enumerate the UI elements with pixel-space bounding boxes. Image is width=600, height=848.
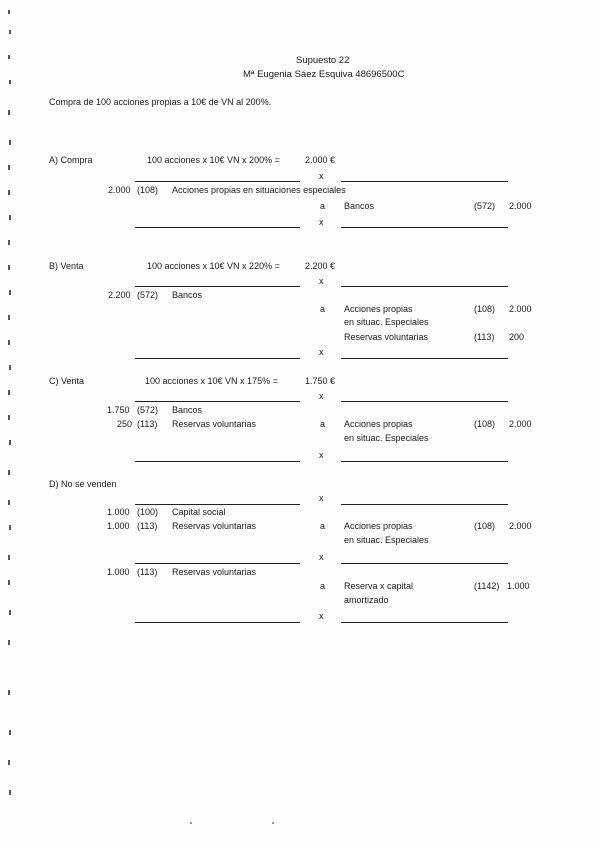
intro-statement: Compra de 100 acciones propias a 10€ de VN al 200%. <box>49 97 272 107</box>
entry-x-mark: x <box>319 171 324 181</box>
entry-x-mark: x <box>319 347 324 357</box>
a-connector: a <box>320 419 326 429</box>
section-b-total: 2.200 € <box>305 261 336 271</box>
a-connector: a <box>320 581 326 591</box>
credit-account: Bancos <box>344 201 375 211</box>
entry-x-mark: x <box>319 217 324 227</box>
debit-code: (572) <box>137 405 159 415</box>
section-c-calc: 100 acciones x 10€ VN x 175% = <box>145 376 278 386</box>
debit-account: Reservas voluntarias <box>172 521 257 531</box>
credit-amount: 2.000 <box>509 419 532 429</box>
debit-amount: 2.200 <box>108 290 131 300</box>
debit-code: (113) <box>137 419 158 429</box>
section-a-total: 2.000 € <box>305 155 336 165</box>
section-b-label: B) Venta <box>49 261 84 271</box>
debit-amount: 1.000 <box>107 507 130 517</box>
debit-amount: 1.750 <box>107 405 130 415</box>
a-connector: a <box>320 304 326 314</box>
debit-account: Reservas voluntarias <box>172 567 257 577</box>
entry-x-mark: x <box>319 276 324 286</box>
credit-account: Reservas voluntarias <box>344 332 429 342</box>
debit-amount: 2.000 <box>108 185 131 195</box>
a-connector: a <box>320 521 326 531</box>
credit-code: (108) <box>474 419 496 429</box>
section-a-calc: 100 acciones x 10€ VN x 200% = <box>147 155 280 165</box>
debit-amount: 250 <box>117 419 133 429</box>
debit-amount: 1.000 <box>107 521 130 531</box>
debit-account: Bancos <box>172 405 203 415</box>
credit-account-line2: amortizado <box>344 595 389 605</box>
credit-code: (108) <box>474 521 496 531</box>
debit-account: Bancos <box>172 290 203 300</box>
section-c-label: C) Venta <box>49 376 85 386</box>
credit-amount: 2.000 <box>509 201 532 211</box>
entry-x-mark: x <box>319 611 324 621</box>
document-author: Mª Eugenia Sáez Esquiva 48696500C <box>243 69 405 80</box>
credit-account-line2: en situac. Especiales <box>344 535 429 545</box>
credit-code: (1142) <box>474 581 500 591</box>
document-title: Supuesto 22 <box>296 55 350 66</box>
credit-amount: 2.000 <box>509 521 532 531</box>
credit-code: (572) <box>474 201 496 211</box>
section-b-calc: 100 acciones x 10€ VN x 220% = <box>147 261 280 271</box>
credit-code: (108) <box>474 304 496 314</box>
debit-amount: 1.000 <box>107 567 130 577</box>
credit-code: (113) <box>474 332 495 342</box>
entry-x-mark: x <box>319 552 324 562</box>
credit-account-line1: Acciones propias <box>344 304 413 314</box>
credit-account-line1: Acciones propias <box>344 419 413 429</box>
credit-amount: 2.000 <box>509 304 532 314</box>
debit-code: (113) <box>137 567 158 577</box>
debit-code: (113) <box>137 521 158 531</box>
credit-amount: 200 <box>509 332 525 342</box>
entry-x-mark: x <box>319 493 324 503</box>
debit-code: (572) <box>137 290 159 300</box>
debit-code: (108) <box>137 185 159 195</box>
entry-x-mark: x <box>319 450 324 460</box>
section-c-total: 1.750 € <box>305 376 336 386</box>
debit-account: Acciones propias en situaciones especiales <box>172 185 346 195</box>
a-connector: a <box>320 201 326 211</box>
credit-amount: 1.000 <box>507 581 530 591</box>
credit-account-line2: en situac. Especiales <box>344 433 429 443</box>
credit-account-line1: Acciones propias <box>344 521 413 531</box>
debit-account: Capital social <box>172 507 226 517</box>
section-d-label: D) No se venden <box>49 479 117 489</box>
entry-x-mark: x <box>319 391 324 401</box>
debit-account: Reservas voluntarias <box>172 419 257 429</box>
credit-account-line2: en situac. Especiales <box>344 317 429 327</box>
credit-account-line1: Reserva x capital <box>344 581 414 591</box>
section-a-label: A) Compra <box>49 155 93 165</box>
debit-code: (100) <box>137 507 159 517</box>
